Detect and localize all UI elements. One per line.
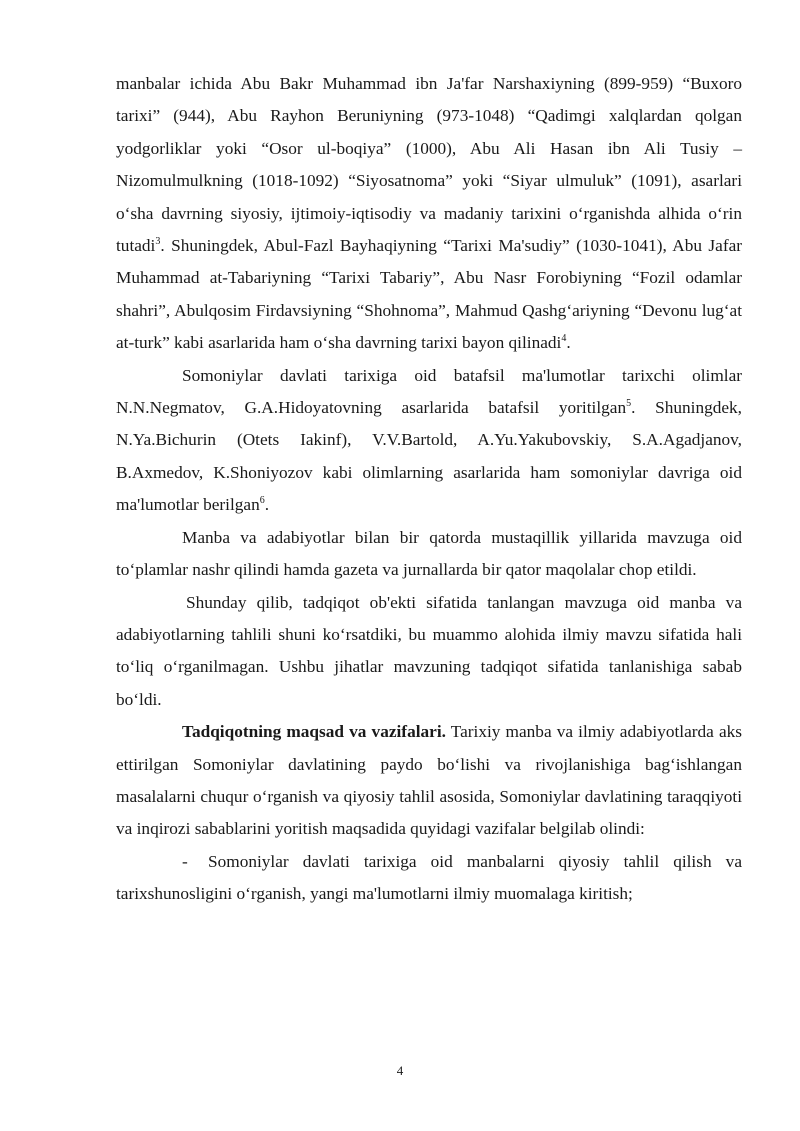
paragraph-text: . Shuningdek, N.Ya.Bichurin (Otets Iakinf), V.V.Bartold, A.Yu.Yakubovskiy, S.A.Agadjanov, B.Axmedov, K.Shoniyozov kabi olimlarning asarlarida ham somoniylar davriga oid ma'lumotlar berilgan [116,398,743,515]
paragraph-text: . Shuningdek, Abul-Fazl Bayhaqiyning “Tarixi Ma'sudiy” (1030-1041), Abu Jafar Muhammad at-Tabariyning “Tarixi Tabariy”, Abu Nasr Forobiyning “Fozil odamlar shahri”, Abulqosim Firdavsiyning “Shohnoma”, Mahmud Qashg‘ariyning “Devonu lug‘at at-turk” kabi asarlarida ham o‘sha davrning tarixi bayon qilinadi [116,236,742,353]
paragraph-text: . [566,333,571,353]
footnote-ref[interactable]: 4 [561,333,567,345]
document-body [116,68,742,911]
paragraph-text: Tarixiy manba va ilmiy adabiyotlarda aks ettirilgan Somoniylar davlatining paydo bo‘lishi va rivojlanishiga bag‘ishlangan masalalarni chuqur o‘rganish va qiyosiy tahlil asosida, Somoniylar davlatining taraqqiyoti va inqirozi sabablarini yoritish maqsadida quyidagi vazifalar belgilab olindi: [116,722,742,839]
paragraph-text: Shunday qilib, tadqiqot ob'ekti sifatida tanlangan mavzuga oid manba va adabiyotlarning tahlili shuni ko‘rsatdiki, bu muammo alohida ilmiy mavzu sifatida hali to‘liq o‘rganilmagan. Ushbu jihatlar mavzuning tadqiqot sifatida tanlanishiga sabab bo‘ldi. [116,592,742,709]
list-item [116,846,742,911]
page-number: 4 [396,1063,404,1078]
dash-bullet: - [182,851,188,871]
paragraph-text: Manba va adabiyotlar bilan bir qatorda mustaqillik yillarida mavzuga oid to‘plamlar nashr qilindi hamda gazeta va jurnallarda bir qator maqolalar chop etildi. [116,527,742,580]
paragraph-goals [116,716,742,846]
paragraph-scholars [116,360,742,522]
section-heading: Tadqiqotning maqsad va vazifalari. [182,722,446,742]
footnote-ref[interactable]: 3 [155,236,161,248]
footnote-ref[interactable]: 5 [626,398,632,410]
paragraph-text: Somoniylar davlati tarixiga oid batafsil ma'lumotlar tarixchi olimlar N.N.Negmatov, G.A.Hidoyatovning asarlarida batafsil yoritilgan [116,365,742,418]
footnote-ref[interactable]: 6 [259,495,265,507]
paragraph-sources [116,68,742,360]
paragraph-text: . [264,495,270,515]
paragraph-publications [116,522,742,587]
paragraph-conclusion [116,587,742,717]
paragraph-text: manbalar ichida Abu Bakr Muhammad ibn Ja'far Narshaxiyning (899-959) “Buxoro tarixi” (944), Abu Rayhon Beruniyning (973-1048) “Qadimgi xalqlardan qolgan yodgorliklar yoki “Osor ul-boqiya” (1000), Abu Ali Hasan ibn Ali Tusiy – Nizomulmulkning (1018-1092) “Siyosatnoma” yoki “Siyar ulmuluk” (1091), asarlari o‘sha davrning siyosiy, ijtimoiy-iqtisodiy va madaniy tarixini o‘rganishda alhida o‘rin tutadi [116,74,742,256]
paragraph-text: Somoniylar davlati tarixiga oid manbalarni qiyosiy tahlil qilish va tarixshunosligini o‘rganish, yangi ma'lumotlarni ilmiy muomalaga kiritish; [116,851,742,904]
